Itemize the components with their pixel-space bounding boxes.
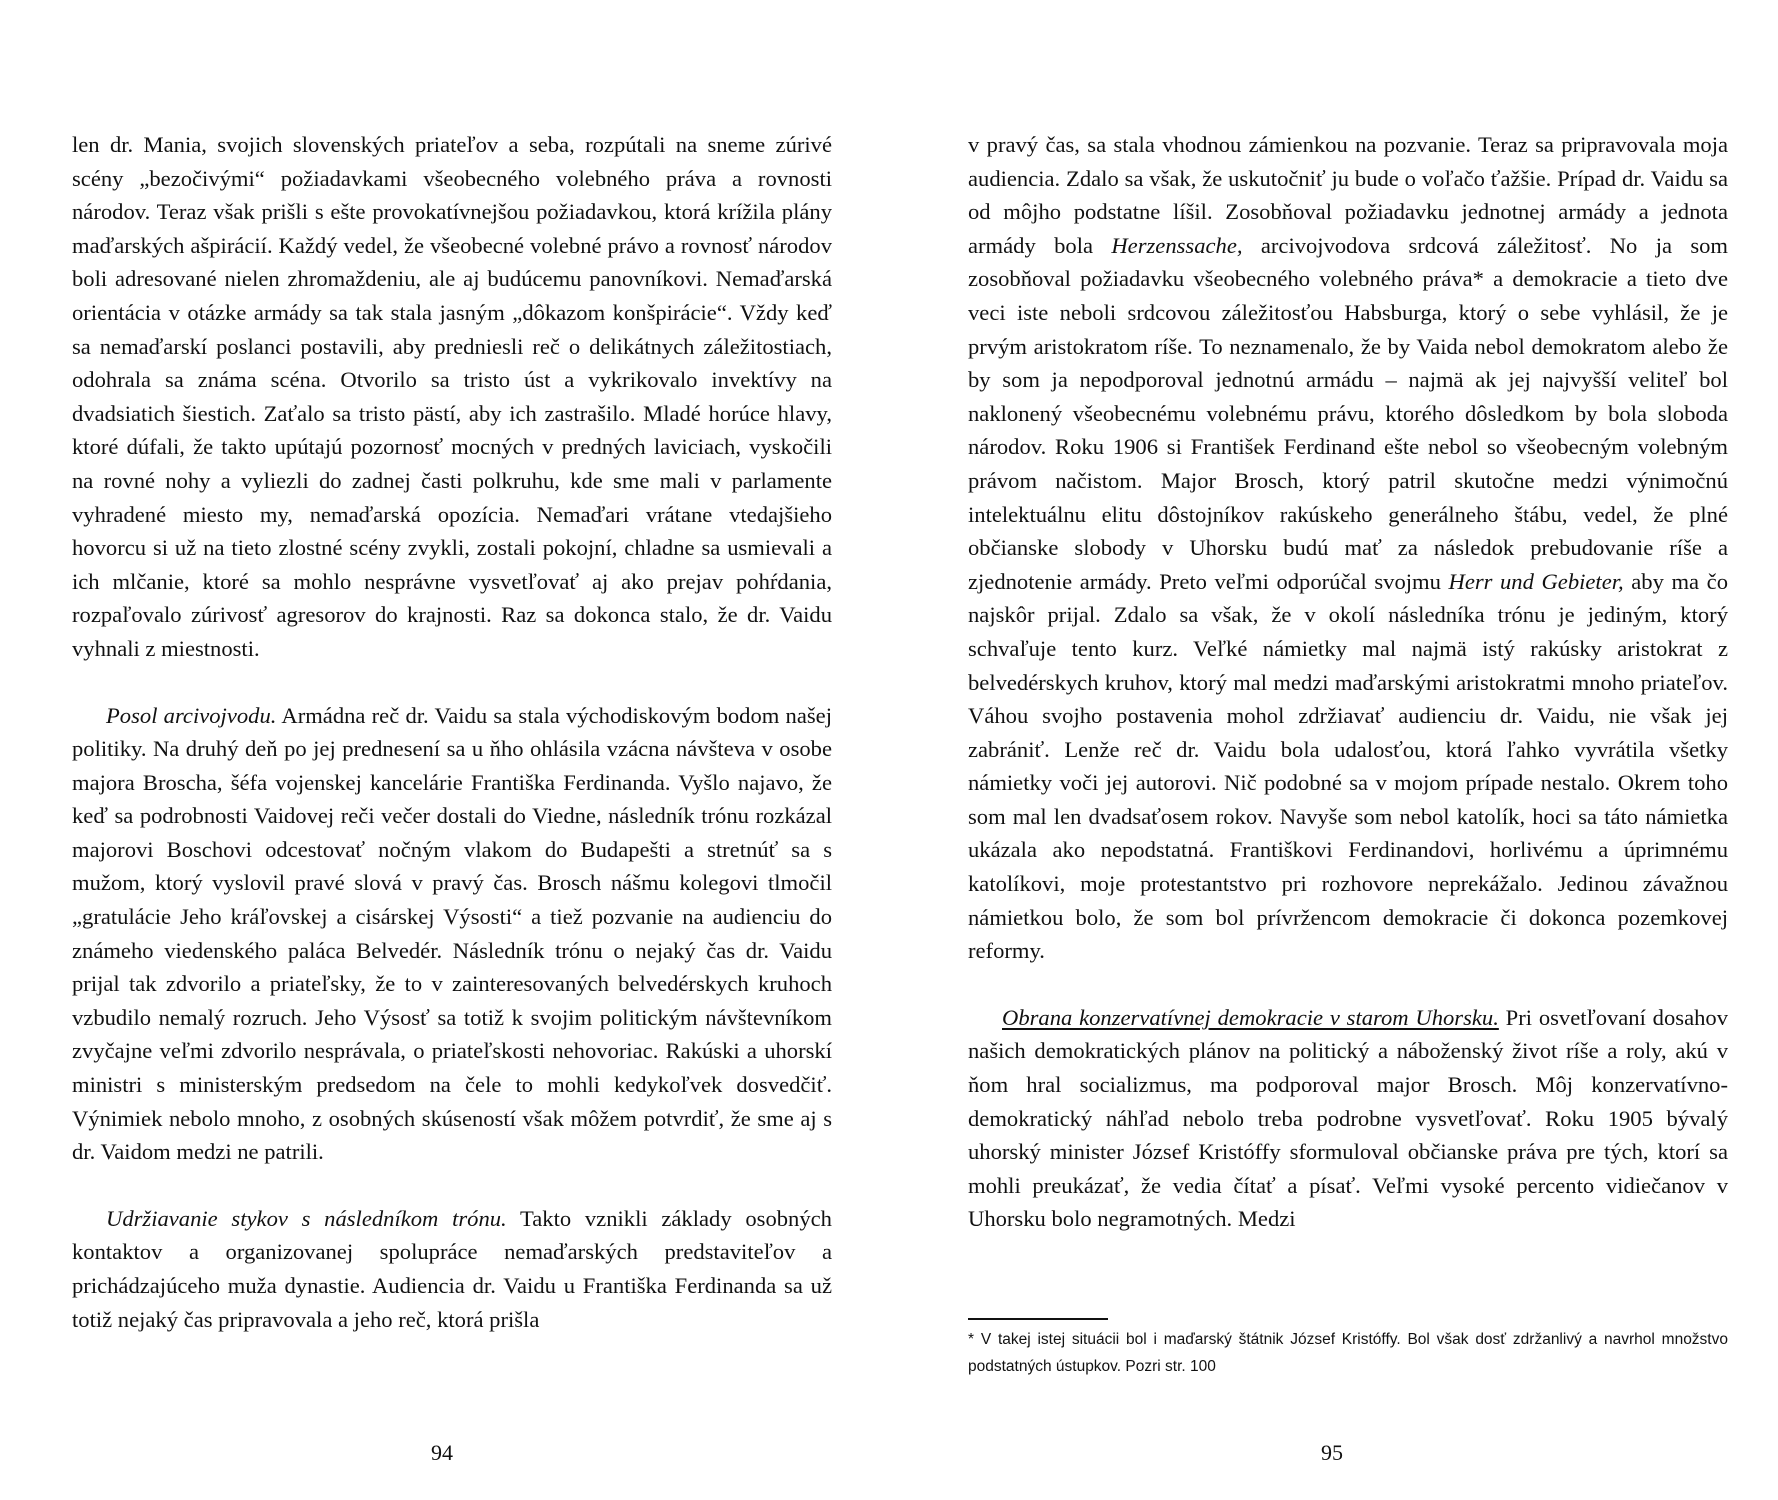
left-paragraph-3-text: Takto vznikli základy osobných kontaktov a organizovanej spolupráce nemaďarských predstaviteľov a prichádzajúceho muža dynastie. Audiencia dr. Vaidu u Františka Ferdinanda sa už totiž nejaký čas pripravovala a jeho reč, ktorá prišla (72, 1205, 832, 1332)
page-number-left: 94 (431, 1440, 453, 1465)
left-paragraph-3 (72, 1202, 832, 1336)
right-paragraph-1-text-b: arcivojvodova srdcová záležitosť. No ja som zosobňoval požiadavku všeobecného volebného práva* a demokracie a tieto dve veci iste neboli srdcovou záležitosťou Habsburga, ktorý o sebe vyhlásil, že je prvým aristokratom ríše. To neznamenalo, že by Vaida nebol demokratom alebo že by som ja nepodporoval jednotnú armádu – najmä ak jej najvyšší veliteľ bol naklonený všeobecnému volebnému právu, ktorého dôsledkom by bola sloboda národov. Roku 1906 si František Ferdinand ešte nebol so všeobecným volebným právom načistom. Major Brosch, ktorý patril skutočne medzi výnimočnú intelektuálnu elitu dôstojníkov rakúskeho generálneho štábu, vedel, že plné občianske slobody v Uhorsku budú mať za následok prebudovanie ríše a zjednotenie armády. Preto veľmi odporúčal svojmu (968, 232, 1729, 594)
page-number-right: 95 (1321, 1440, 1343, 1465)
section-heading-styky: Udržiavanie stykov s následníkom trónu. (106, 1205, 507, 1231)
section-heading-posol: Posol arcivojvodu. (106, 702, 277, 728)
right-paragraph-2 (968, 1001, 1728, 1236)
right-paragraph-1 (968, 128, 1728, 968)
right-paragraph-1-text-a: v pravý čas, sa stala vhodnou zámienkou na pozvanie. Teraz sa pripravovala moja audiencia. Zdalo sa však, že uskutočniť ju bude o voľačo ťažšie. Prípad dr. Vaidu sa od môjho podstatne líšil. Zosobňoval požiadavku jednotnej armády a jednota armády bola (968, 132, 1728, 258)
right-paragraph-1-text-c: aby ma čo najskôr prijal. Zdalo sa však, že v okolí následníka trónu je jediným, ktorý schvaľuje tento kurz. Veľké námietky mal najmä istý rakúsky aristokrat z belvedérskych kruhov, ktorý mal medzi maďarskými aristokratmi mnoho priateľov. Váhou svojho postavenia mohol zdržiavať audienciu dr. Vaidu, nie však jej zabrániť. Lenže reč dr. Vaidu bola udalosťou, ktorá ľahko vyvrátila všetky námietky voči jej autorovi. Nič podobné sa v mojom prípade nestalo. Okrem toho som mal len dvadsaťosem rokov. Navyše som nebol katolík, hoci sa táto námietka ukázala ako nepodstatná. Františkovi Ferdinandovi, horlivému a úprimnému katolíkovi, moje protestantstvo pri rozhovore neprekážalo. Jedinou závažnou námietkou bolo, že som bol prívržencom demokracie či dokonca pozemkovej reformy. (968, 568, 1728, 964)
left-paragraph-2-text: Armádna reč dr. Vaidu sa stala východiskovým bodom našej politiky. Na druhý deň po jej prednesení sa u ňho ohlásila vzácna návšteva v osobe majora Broscha, šéfa vojenskej kancelárie Františka Ferdinanda. Vyšlo najavo, že keď sa podrobnosti Vaidovej reči večer dostali do Viedne, následník trónu rozkázal majorovi Boschovi odcestovať nočným vlakom do Budapešti a stretnúť sa s mužom, ktorý vyslovil pravé slová v pravý čas. Brosch nášmu kolegovi tlmočil „gratulácie Jeho kráľovskej a cisárskej Výsosti“ a tiež pozvanie na audienciu do známeho viedenského paláca Belvedér. Následník trónu o nejaký čas dr. Vaidu prijal tak zdvorilo a priateľsky, že to v zainteresovaných belvedérskych kruhoch vzbudilo nemalý rozruch. Jeho Výsosť sa totiž k svojim politickým návštevníkom zvyčajne veľmi zdvorilo nesprávala, o priateľskosti nehovoriac. Rakúski a uhorskí ministri s ministerským predsedom na čele to mohli kedykoľvek dosvedčiť. Výnimiek nebolo mnoho, z osobných skúseností však môžem potvrdiť, že sme aj s dr. Vaidom medzi ne patrili. (72, 702, 832, 1165)
footnote: * V takej istej situácii bol i maďarský štátnik József Kristóffy. Bol však dosť zdržanlivý a navrhol množstvo podstatných ústupkov. Pozri str. 100 (968, 1331, 1728, 1375)
right-paragraph-1-italic-a: Herzenssache, (1111, 232, 1243, 258)
left-paragraph-2 (72, 699, 832, 1169)
section-heading-obrana: Obrana konzervatívnej demokracie v starom Uhorsku. (1002, 1004, 1499, 1030)
left-page (72, 128, 832, 1336)
right-page (968, 128, 1728, 1236)
right-paragraph-2-text: Pri osvetľovaní dosahov našich demokratických plánov na politický a náboženský život ríše a roly, akú v ňom hral socializmus, ma podporoval major Brosch. Môj konzervatívno-demokratický náhľad nebolo treba podrobne vysvetľovať. Roku 1905 bývalý uhorský minister József Kristóffy sformuloval občianske práva pre tých, ktorí sa mohli preukázať, že vedia čítať a písať. Veľmi vysoké percento vidiečanov v Uhorsku bolo negramotných. Medzi (968, 1004, 1728, 1232)
left-paragraph-1: len dr. Mania, svojich slovenských priateľov a seba, rozpútali na sneme zúrivé scény „bezočivými“ požiadavkami všeobecného volebného práva a rovnosti národov. Teraz však prišli s ešte provokatívnejšou požiadavkou, ktorá krížila plány maďarských ašpirácií. Každý vedel, že všeobecné volebné právo a rovnosť národov boli adresované nielen zhromaždeniu, ale aj budúcemu panovníkovi. Nemaďarská orientácia v otázke armády sa tak stala jasným „dôkazom konšpirácie“. Vždy keď sa nemaďarskí poslanci postavili, aby predniesli reč o delikátnych záležitostiach, odohrala sa známa scéna. Otvorilo sa tristo úst a vykrikovalo invektívy na dvadsiatich šiestich. Zaťalo sa tristo pästí, aby ich zastrašilo. Mladé horúce hlavy, ktoré dúfali, že takto upútajú pozornosť mocných v predných laviciach, vyskočili na rovné nohy a vyliezli do zadnej časti polkruhu, kde sme mali v parlamente vyhradené miesto my, nemaďarská opozícia. Nemaďari vrátane vtedajšieho hovorcu si už na tieto zlostné scény zvykli, zostali pokojní, chladne sa usmievali a ich mlčanie, ktoré sa mohlo nesprávne vysvetľovať aj ako prejav pohŕdania, rozpaľovalo zúrivosť agresorov do krajnosti. Raz sa dokonca stalo, že dr. Vaidu vyhnali z miestnosti. (72, 132, 832, 661)
right-paragraph-1-italic-b: Herr und Gebieter, (1448, 568, 1624, 594)
footnote-rule (968, 1318, 1108, 1320)
